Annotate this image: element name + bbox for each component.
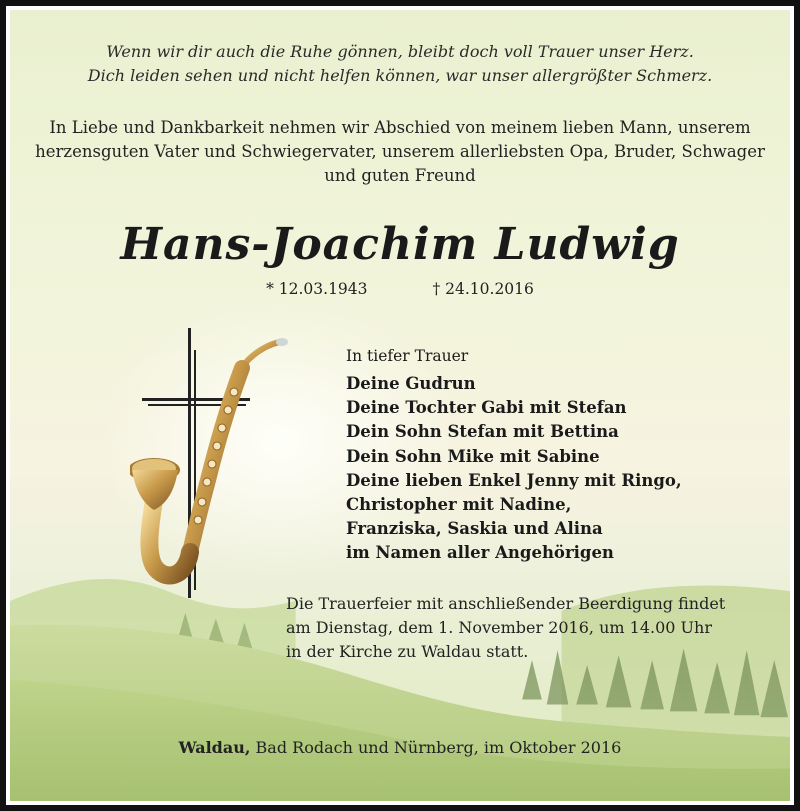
service-info: [286, 592, 725, 664]
intro-text: [10, 116, 790, 188]
life-dates: [10, 280, 790, 298]
mourner-name: Franziska, Saskia und Alina: [346, 519, 603, 539]
service-line: Die Trauerfeier mit anschließender Beerdigung findet: [286, 594, 726, 613]
motto-line: Wenn wir dir auch die Ruhe gönnen, bleibt doch voll Trauer unser Herz.: [106, 42, 694, 61]
mourner-name: Dein Sohn Stefan mit Bettina: [346, 422, 619, 442]
service-line: am Dienstag, dem 1. November 2016, um 14.00 Uhr: [286, 618, 712, 637]
saxophone-icon: [130, 338, 288, 575]
intro-line: herzensguten Vater und Schwiegervater, unserem allerliebsten Opa, Bruder, Schwager: [35, 142, 765, 161]
mourner-name: Deine lieben Enkel Jenny mit Ringo,: [346, 470, 682, 490]
obituary-background: [10, 10, 790, 801]
footer-rest: Bad Rodach und Nürnberg, im Oktober 2016: [250, 738, 622, 757]
footer-place-date: [10, 738, 790, 757]
mourners-lead: In tiefer Trauer: [346, 347, 469, 365]
mourner-name: Dein Sohn Mike mit Sabine: [346, 446, 600, 466]
mourner-name: Deine Gudrun: [346, 374, 476, 393]
service-line: in der Kirche zu Waldau statt.: [286, 642, 529, 661]
mourner-name: Deine Tochter Gabi mit Stefan: [346, 398, 627, 418]
mourner-name: Christopher mit Nadine,: [346, 495, 572, 515]
intro-line: In Liebe und Dankbarkeit nehmen wir Abschied von meinem lieben Mann, unserem: [49, 118, 751, 137]
emblem: [130, 320, 300, 605]
intro-line: und guten Freund: [324, 166, 476, 185]
footer-place: Waldau,: [178, 738, 251, 757]
mourners-list: [346, 372, 682, 566]
death-date: † 24.10.2016: [432, 280, 534, 298]
deceased-name: Hans-Joachim Ludwig: [120, 219, 680, 270]
mourner-name: im Namen aller Angehörigen: [346, 543, 614, 563]
birth-date: * 12.03.1943: [266, 280, 368, 298]
mourners-block: [346, 344, 682, 566]
motto-verse: [10, 40, 790, 88]
motto-line: Dich leiden sehen und nicht helfen können, war unser allergrößter Schmerz.: [87, 66, 713, 85]
